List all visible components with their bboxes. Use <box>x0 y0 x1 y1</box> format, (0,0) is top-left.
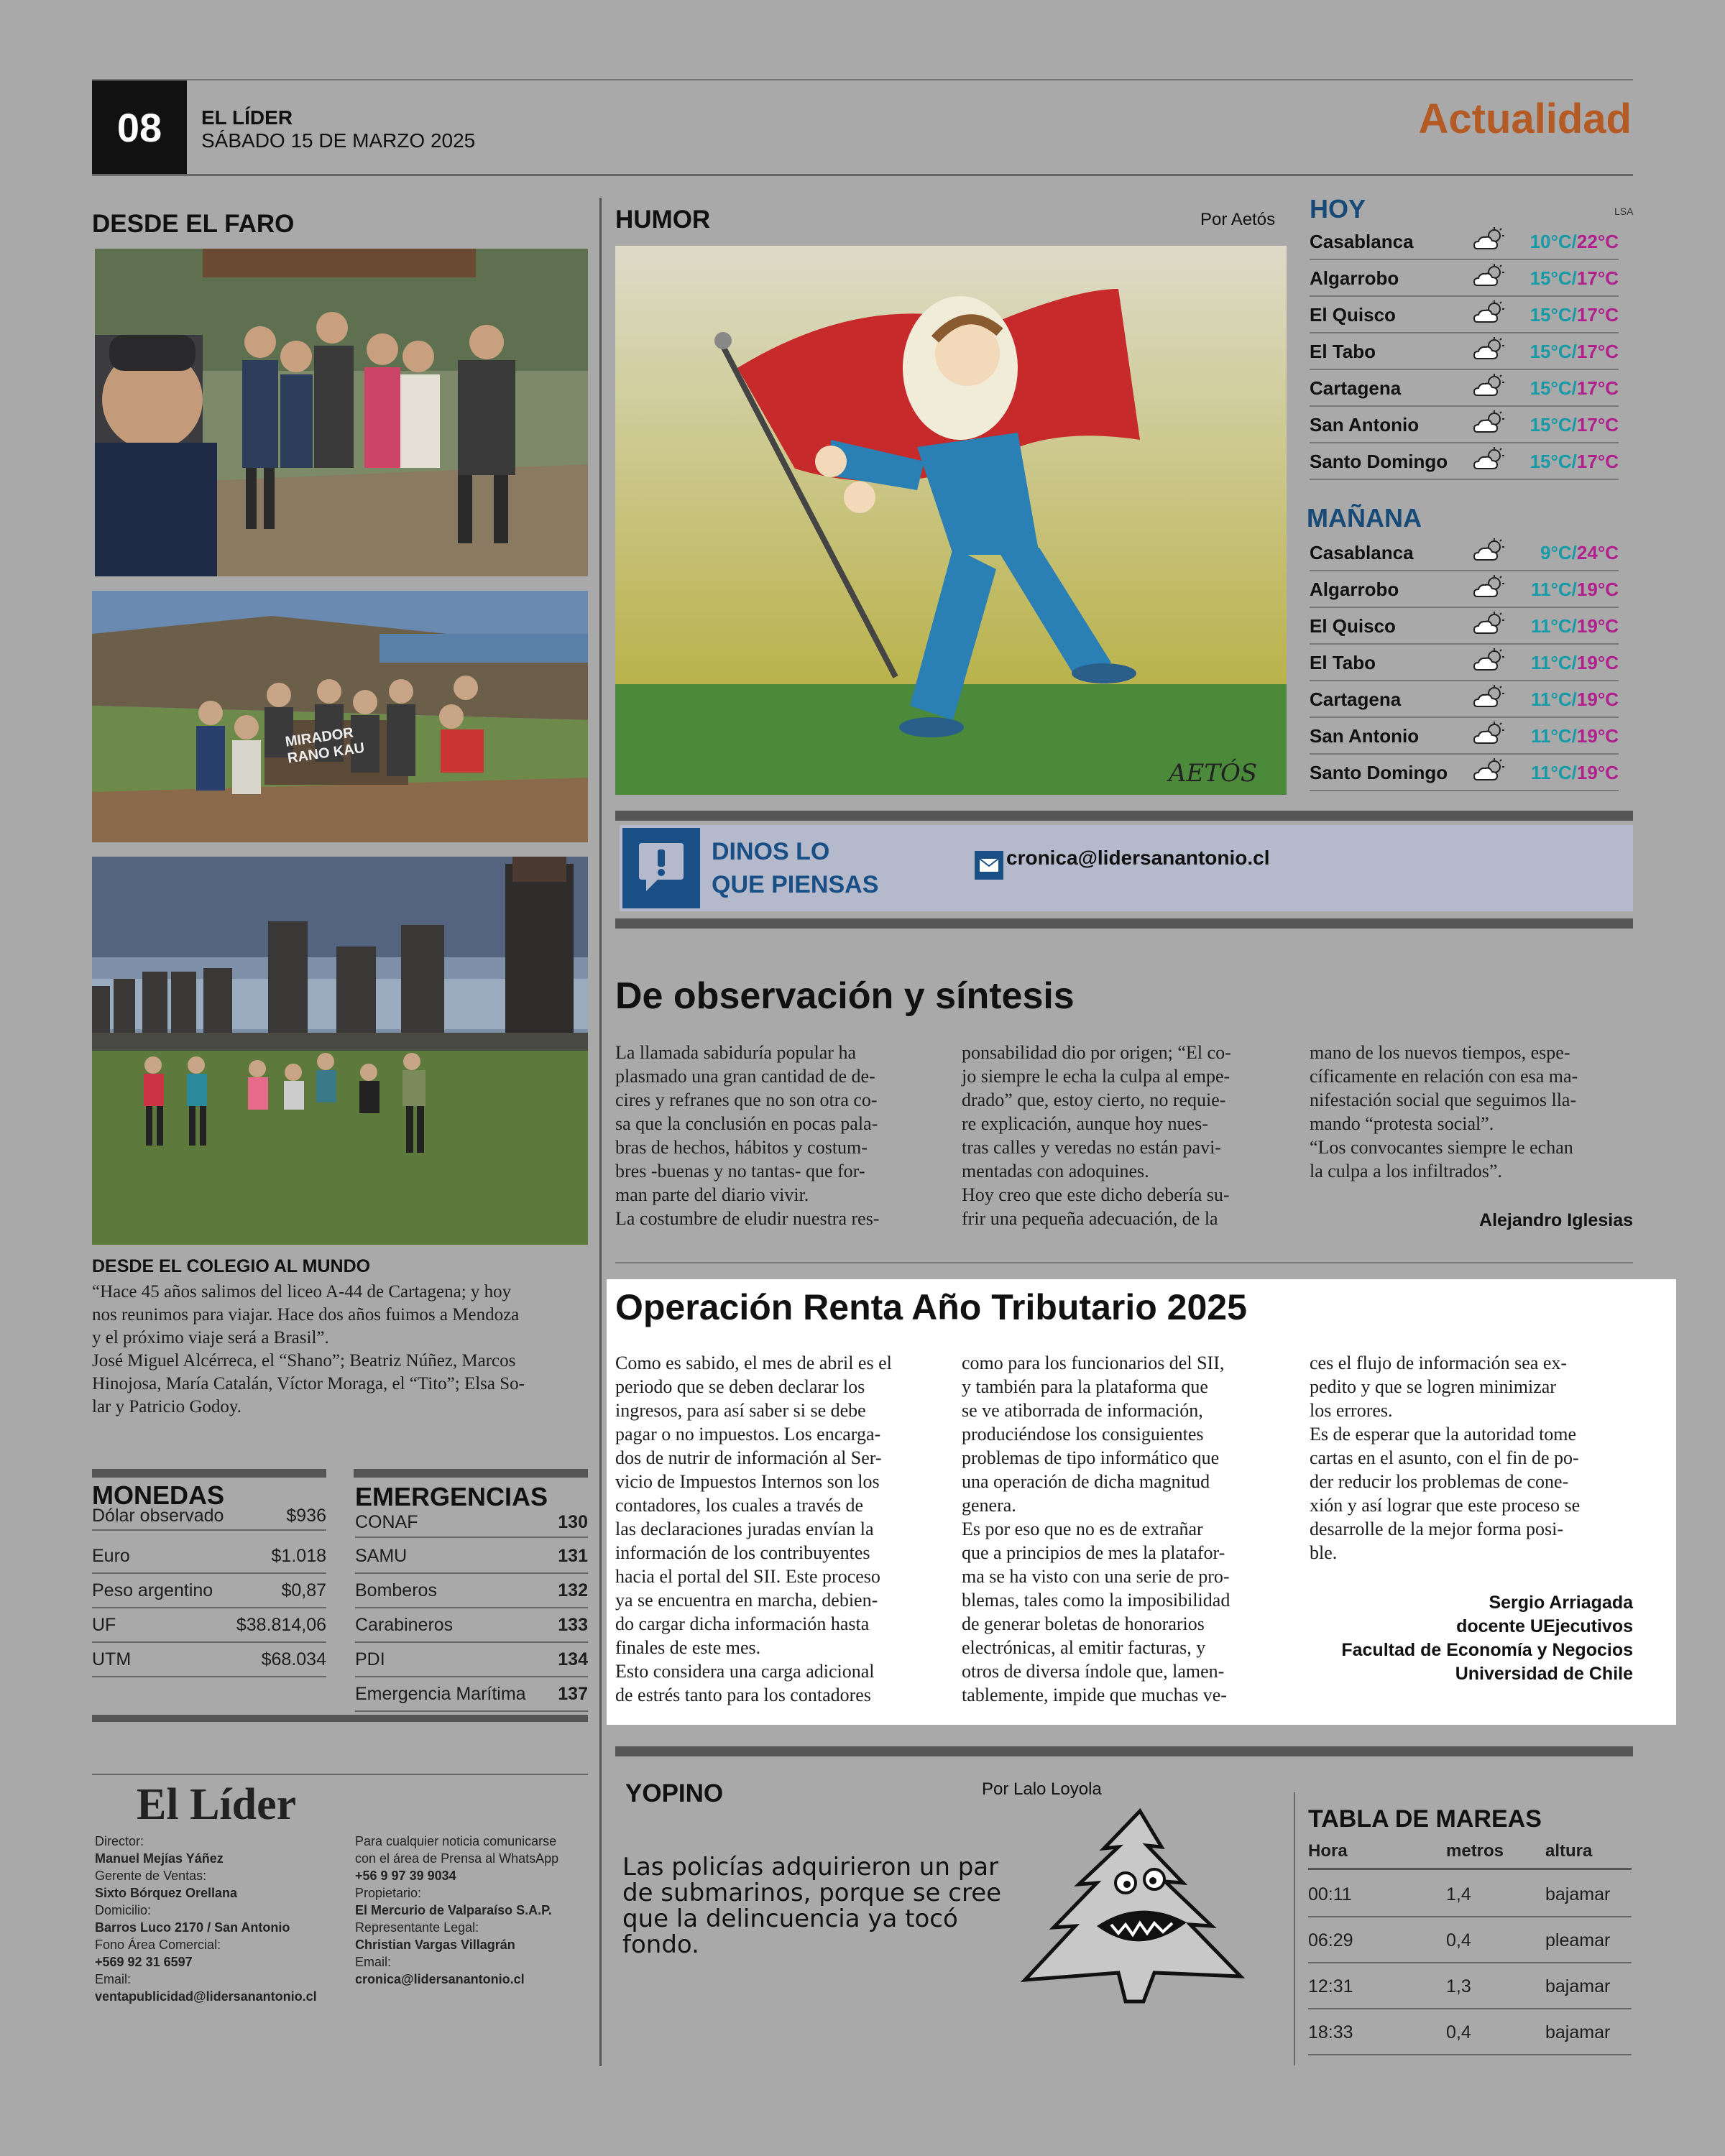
imprint-value: El Mercurio de Valparaíso S.A.P. <box>355 1903 552 1917</box>
moneda-row <box>92 1575 326 1608</box>
marea-row <box>1308 1871 1632 1917</box>
partly-cloudy-icon <box>1468 758 1511 788</box>
text-line: blemas, tales como la imposibilidad <box>962 1590 1230 1611</box>
weather-max: 17°C <box>1576 340 1619 362</box>
marea-metros: 0,4 <box>1446 2022 1471 2042</box>
signature-line: Facultad de Economía y Negocios <box>1341 1640 1633 1660</box>
moneda-row <box>92 1644 326 1677</box>
weather-source: LSA <box>1614 206 1634 217</box>
monedas-title: MONEDAS <box>92 1480 225 1510</box>
signature-line: docente UEjecutivos <box>1456 1616 1633 1636</box>
text-line: cires y refranes que no son otra co- <box>615 1089 878 1110</box>
partly-cloudy-icon <box>1468 410 1511 440</box>
text-line: hacia el portal del SII. Este proceso <box>615 1566 880 1587</box>
weather-max: 19°C <box>1576 688 1619 710</box>
text-line: pagar o no impuestos. Los encarga- <box>615 1424 881 1445</box>
publication-name: EL LÍDER <box>201 106 293 129</box>
article2-signature <box>1341 1591 1633 1686</box>
text-line: ya se encuentra en marcha, debien- <box>615 1590 878 1611</box>
text-line: información de los contribuyentes <box>615 1542 870 1563</box>
emergencias-title: EMERGENCIAS <box>355 1482 548 1511</box>
article2-col2 <box>962 1351 1292 1707</box>
imprint-label: Email: <box>355 1955 392 1969</box>
weather-temperature: 15°C/17°C <box>1530 267 1619 289</box>
marea-altura: bajamar <box>1545 2022 1611 2042</box>
moneda-value: $68.034 <box>261 1649 326 1669</box>
mareas-title: TABLA DE MAREAS <box>1308 1805 1542 1833</box>
text-line: jo siempre le echa la culpa al empe- <box>962 1066 1230 1087</box>
emergencia-number: 133 <box>558 1615 588 1635</box>
text-line: bras de hechos, hábitos y costum- <box>615 1137 868 1158</box>
weather-row <box>1310 407 1619 443</box>
imprint-value: Christian Vargas Villagrán <box>355 1938 515 1952</box>
imprint-value: +569 92 31 6597 <box>95 1955 193 1969</box>
weather-row <box>1310 609 1619 645</box>
emergencia-label: CONAF <box>355 1511 418 1532</box>
text-line: ponsabilidad dio por origen; “El co- <box>962 1042 1231 1063</box>
weather-city: San Antonio <box>1310 413 1420 436</box>
emergencia-row <box>355 1575 588 1608</box>
imprint-note: Para cualquier noticia comunicarse <box>355 1834 557 1848</box>
emergencia-number: 131 <box>558 1546 588 1566</box>
weather-min: 15°C <box>1530 413 1572 436</box>
weather-max: 22°C <box>1576 230 1619 252</box>
mareas-col-metros: metros <box>1446 1841 1504 1861</box>
yopino-line: Las policías adquirieron un par <box>622 1853 999 1881</box>
moneda-label: Euro <box>92 1546 130 1566</box>
text-line: man parte del diario vivir. <box>615 1184 809 1205</box>
dinos-line: QUE PIENSAS <box>712 871 879 898</box>
text-line: produciéndose los consiguientes <box>962 1424 1204 1445</box>
contact-email[interactable]: cronica@lidersanantonio.cl <box>1006 847 1270 869</box>
group-photo-rano-kau <box>92 591 588 842</box>
text-line: Esto considera una carga adicional <box>615 1661 875 1682</box>
caption-title: DESDE EL COLEGIO AL MUNDO <box>92 1256 371 1276</box>
emergencia-label: Bomberos <box>355 1580 437 1600</box>
text-line: de generar boletas de honorarios <box>962 1613 1205 1634</box>
humor-cartoon <box>615 246 1287 795</box>
text-line: vicio de Impuestos Internos son los <box>615 1471 880 1492</box>
imprint-label: Email: <box>95 1972 132 1986</box>
moneda-value: $0,87 <box>281 1580 326 1600</box>
marea-altura: bajamar <box>1545 1884 1611 1904</box>
weather-temperature: 11°C/19°C <box>1531 651 1619 673</box>
article2-col3 <box>1310 1351 1640 1565</box>
marea-altura: bajamar <box>1545 1976 1611 1996</box>
yopino-author: Por Lalo Loyola <box>982 1779 1102 1799</box>
mail-icon <box>975 851 1003 880</box>
text-line: ma se ha visto con una serie de pro- <box>962 1566 1230 1587</box>
partly-cloudy-icon <box>1468 648 1511 678</box>
weather-temperature: 11°C/19°C <box>1531 688 1619 710</box>
weather-min: 15°C <box>1530 303 1572 326</box>
moneda-row <box>92 1502 326 1531</box>
weather-max: 17°C <box>1576 303 1619 326</box>
text-line: cíficamente en relación con esa ma- <box>1310 1066 1578 1087</box>
weather-row <box>1310 755 1619 791</box>
marea-metros: 1,4 <box>1446 1884 1471 1904</box>
imprint-note: con el área de Prensa al WhatsApp <box>355 1851 559 1866</box>
article1-col3 <box>1310 1041 1633 1183</box>
marea-metros: 0,4 <box>1446 1930 1471 1950</box>
weather-max: 17°C <box>1576 450 1619 472</box>
weather-row <box>1310 645 1619 681</box>
text-line: ingresos, para así saber si se debe <box>615 1400 866 1421</box>
marea-hora: 00:11 <box>1308 1884 1352 1904</box>
imprint-right <box>355 1833 592 1988</box>
moneda-row <box>92 1540 326 1574</box>
yopino-line: de submarinos, porque se cree <box>622 1879 1002 1907</box>
partly-cloudy-icon <box>1468 264 1511 293</box>
edition-date: SÁBADO 15 DE MARZO 2025 <box>201 129 476 152</box>
partly-cloudy-icon <box>1468 575 1511 604</box>
weather-min: 11°C <box>1531 614 1572 637</box>
imprint-label: Representante Legal: <box>355 1920 479 1935</box>
partly-cloudy-icon <box>1468 685 1511 714</box>
weather-max: 19°C <box>1576 761 1619 783</box>
imprint-label: Director: <box>95 1834 144 1848</box>
yopino-text <box>622 1854 1001 1958</box>
caption-line: y el próximo viaje será a Brasil”. <box>92 1328 329 1348</box>
emergencia-label: SAMU <box>355 1546 408 1566</box>
weather-min: 11°C <box>1531 761 1572 783</box>
imprint-label: Fono Área Comercial: <box>95 1938 221 1952</box>
emergencia-label: Emergencia Marítima <box>355 1684 526 1704</box>
mirador-sign: MIRADOR RANO KAU <box>284 724 366 767</box>
moneda-label: Peso argentino <box>92 1580 213 1600</box>
marea-altura: pleamar <box>1545 1930 1611 1950</box>
moneda-row <box>92 1609 326 1643</box>
caption-line: Hinojosa, María Catalán, Víctor Moraga, el “Tito”; Elsa So- <box>92 1374 525 1393</box>
article-observacion-title: De observación y síntesis <box>615 975 1075 1017</box>
weather-row <box>1310 334 1619 370</box>
weather-min: 9°C <box>1540 541 1572 563</box>
text-line: las declaraciones juradas envían la <box>615 1519 874 1539</box>
text-line: periodo que se deben declarar los <box>615 1376 865 1397</box>
text-line: genera. <box>962 1495 1016 1516</box>
article1-author: Alejandro Iglesias <box>1479 1210 1633 1230</box>
text-line: que a principios de mes la platafor- <box>962 1542 1225 1563</box>
weather-city: Casablanca <box>1310 541 1414 563</box>
text-line: nifestación social que seguimos lla- <box>1310 1089 1577 1110</box>
weather-city: Santo Domingo <box>1310 450 1448 472</box>
weather-min: 11°C <box>1531 724 1572 747</box>
partly-cloudy-icon <box>1468 447 1511 476</box>
dinos-heading <box>712 835 878 901</box>
desde-el-faro-title: DESDE EL FARO <box>92 210 295 238</box>
marea-row <box>1308 1963 1632 2009</box>
el-lider-logo: El Líder <box>137 1780 297 1829</box>
imprint-value: cronica@lidersanantonio.cl <box>355 1972 525 1986</box>
weather-row <box>1310 224 1619 260</box>
group-photo-1 <box>95 249 588 576</box>
marea-hora: 06:29 <box>1308 1930 1353 1950</box>
weather-temperature: 9°C/24°C <box>1540 541 1619 563</box>
cartoonist-signature: AETÓS <box>1169 759 1258 788</box>
weather-row <box>1310 444 1619 480</box>
weather-temperature: 11°C/19°C <box>1531 614 1619 637</box>
weather-city: Algarrobo <box>1310 267 1399 289</box>
text-line: Es por eso que no es de extrañar <box>962 1519 1203 1539</box>
partly-cloudy-icon <box>1468 374 1511 403</box>
weather-row <box>1310 682 1619 718</box>
text-line: problemas de tipo informático que <box>962 1447 1220 1468</box>
partly-cloudy-icon <box>1468 337 1511 367</box>
weather-city: El Tabo <box>1310 651 1376 673</box>
text-line: ble. <box>1310 1542 1338 1563</box>
text-line: una operación de dicha magnitud <box>962 1471 1210 1492</box>
text-line: frir una pequeña adecuación, de la <box>962 1208 1218 1229</box>
partly-cloudy-icon <box>1468 300 1511 330</box>
weather-min: 10°C <box>1530 230 1572 252</box>
weather-row <box>1310 572 1619 608</box>
weather-city: Algarrobo <box>1310 578 1399 600</box>
weather-tomorrow-title: MAÑANA <box>1307 503 1422 533</box>
emergencia-label: Carabineros <box>355 1615 454 1635</box>
text-line: finales de este mes. <box>615 1637 761 1658</box>
text-line: Es de esperar que la autoridad tome <box>1310 1424 1577 1445</box>
moneda-label: UTM <box>92 1649 132 1669</box>
emergencia-number: 137 <box>558 1684 588 1704</box>
weather-row <box>1310 298 1619 333</box>
emergencia-row <box>355 1540 588 1574</box>
weather-city: El Tabo <box>1310 340 1376 362</box>
exclamation-icon <box>622 828 700 908</box>
section-title: Actualidad <box>1418 96 1632 142</box>
text-line: los errores. <box>1310 1400 1393 1421</box>
moneda-label: Dólar observado <box>92 1505 224 1526</box>
weather-row <box>1310 261 1619 297</box>
caption-line: “Hace 45 años salimos del liceo A-44 de Cartagena; y hoy <box>92 1282 512 1302</box>
text-line: otros de diversa índole que, lamen- <box>962 1661 1225 1682</box>
emergencia-row <box>355 1678 588 1712</box>
weather-max: 17°C <box>1576 267 1619 289</box>
weather-city: Santo Domingo <box>1310 761 1448 783</box>
caption-line: lar y Patricio Godoy. <box>92 1397 242 1416</box>
yopino-line: fondo. <box>622 1930 699 1959</box>
imprint-label: Gerente de Ventas: <box>95 1869 207 1883</box>
marea-hora: 18:33 <box>1308 2022 1353 2042</box>
article1-col2 <box>962 1041 1278 1230</box>
weather-row <box>1310 371 1619 407</box>
weather-min: 15°C <box>1530 377 1572 399</box>
text-line: der reducir los problemas de cone- <box>1310 1471 1569 1492</box>
moneda-value: $38.814,06 <box>236 1615 326 1635</box>
weather-max: 19°C <box>1576 651 1619 673</box>
weather-city: El Quisco <box>1310 303 1396 326</box>
text-line: contadores, los cuales a través de <box>615 1495 864 1516</box>
emergencia-row <box>355 1644 588 1677</box>
text-line: y también para la plataforma que <box>962 1376 1208 1397</box>
weather-temperature: 15°C/17°C <box>1530 340 1619 362</box>
weather-row <box>1310 535 1619 571</box>
weather-temperature: 11°C/19°C <box>1531 724 1619 747</box>
text-line: ces el flujo de información sea ex- <box>1310 1353 1568 1373</box>
text-line: Como es sabido, el mes de abril es el <box>615 1353 892 1373</box>
emergencia-label: PDI <box>355 1649 385 1669</box>
imprint-label: Propietario: <box>355 1886 422 1900</box>
moneda-value: $1.018 <box>271 1546 326 1566</box>
weather-min: 11°C <box>1531 688 1572 710</box>
emergencia-row <box>355 1609 588 1643</box>
weather-temperature: 15°C/17°C <box>1530 303 1619 326</box>
text-line: plasmado una gran cantidad de de- <box>615 1066 875 1087</box>
signature-line: Universidad de Chile <box>1455 1664 1633 1684</box>
text-line: bres -buenas y no tantas- que for- <box>615 1161 865 1181</box>
weather-max: 17°C <box>1576 413 1619 436</box>
caption-body <box>92 1281 588 1419</box>
text-line: se ve atiborrada de información, <box>962 1400 1203 1421</box>
text-line: Hoy creo que este dicho debería su- <box>962 1184 1230 1205</box>
weather-max: 17°C <box>1576 377 1619 399</box>
whatsapp-number: +56 9 97 39 9034 <box>355 1869 456 1883</box>
imprint-label: Domicilio: <box>95 1903 152 1917</box>
weather-temperature: 15°C/17°C <box>1530 413 1619 436</box>
yopino-line: que la delincuencia ya tocó <box>622 1904 958 1933</box>
text-line: mentadas con adoquines. <box>962 1161 1149 1181</box>
text-line: electrónicas, al emitir facturas, y <box>962 1637 1206 1658</box>
emergencia-number: 130 <box>558 1511 588 1532</box>
emergencia-row <box>355 1508 588 1538</box>
article2-col1 <box>615 1351 946 1707</box>
text-line: xión y así lograr que este proceso se <box>1310 1495 1581 1516</box>
dinos-line: DINOS LO <box>712 838 830 865</box>
text-line: La costumbre de eludir nuestra res- <box>615 1208 880 1229</box>
page-number: 08 <box>92 80 187 174</box>
humor-author: Por Aetós <box>1200 210 1276 229</box>
text-line: drado” que, estoy cierto, no requie- <box>962 1089 1226 1110</box>
weather-city: Cartagena <box>1310 688 1402 710</box>
weather-max: 19°C <box>1576 614 1619 637</box>
tree-cartoon-icon <box>1011 1804 1255 2005</box>
weather-min: 15°C <box>1530 340 1572 362</box>
weather-today-title: HOY <box>1310 194 1366 224</box>
caption-line: José Miguel Alcérreca, el “Shano”; Beatriz Núñez, Marcos <box>92 1351 516 1370</box>
text-line: mando “protesta social”. <box>1310 1113 1494 1134</box>
weather-min: 11°C <box>1531 651 1572 673</box>
weather-temperature: 10°C/22°C <box>1530 230 1619 252</box>
text-line: tablemente, impide que muchas ve- <box>962 1685 1227 1705</box>
weather-city: Casablanca <box>1310 230 1414 252</box>
weather-max: 19°C <box>1576 724 1619 747</box>
marea-row <box>1308 2009 1632 2055</box>
imprint-value: Barros Luco 2170 / San Antonio <box>95 1920 290 1935</box>
text-line: La llamada sabiduría popular ha <box>615 1042 856 1063</box>
moneda-label: UF <box>92 1615 116 1635</box>
weather-city: San Antonio <box>1310 724 1420 747</box>
marea-row <box>1308 1917 1632 1963</box>
weather-temperature: 15°C/17°C <box>1530 450 1619 472</box>
yopino-title: YOPINO <box>625 1779 724 1807</box>
weather-city: Cartagena <box>1310 377 1402 399</box>
text-line: tras calles y veredas no están pavi- <box>962 1137 1221 1158</box>
mareas-col-altura: altura <box>1545 1841 1593 1861</box>
weather-row <box>1310 719 1619 755</box>
text-line: re explicación, aunque hoy nues- <box>962 1113 1208 1134</box>
signature-line: Sergio Arriagada <box>1489 1593 1633 1613</box>
partly-cloudy-icon <box>1468 227 1511 257</box>
imprint-value: Sixto Bórquez Orellana <box>95 1886 238 1900</box>
weather-temperature: 15°C/17°C <box>1530 377 1619 399</box>
marea-hora: 12:31 <box>1308 1976 1353 1996</box>
weather-temperature: 11°C/19°C <box>1531 578 1619 600</box>
partly-cloudy-icon <box>1468 538 1511 568</box>
mareas-header <box>1308 1841 1632 1870</box>
text-line: “Los convocantes siempre le echan <box>1310 1137 1573 1158</box>
text-line: dos de nutrir de información al Ser- <box>615 1447 882 1468</box>
imprint-value: ventapublicidad@lidersanantonio.cl <box>95 1989 317 2004</box>
humor-title: HUMOR <box>615 206 711 234</box>
moneda-value: $936 <box>286 1505 326 1526</box>
weather-min: 11°C <box>1531 578 1572 600</box>
mareas-col-hora: Hora <box>1308 1841 1348 1861</box>
text-line: do cargar dicha información hasta <box>615 1613 870 1634</box>
emergencia-number: 134 <box>558 1649 588 1669</box>
text-line: desarrolle de la mejor forma posi- <box>1310 1519 1564 1539</box>
text-line: sa que la conclusión en pocas pala- <box>615 1113 878 1134</box>
text-line: mano de los nuevos tiempos, espe- <box>1310 1042 1570 1063</box>
weather-temperature: 11°C/19°C <box>1531 761 1619 783</box>
marea-metros: 1,3 <box>1446 1976 1471 1996</box>
group-photo-moai <box>92 857 588 1245</box>
text-line: de estrés tanto para los contadores <box>615 1685 871 1705</box>
imprint-value: Manuel Mejías Yáñez <box>95 1851 224 1866</box>
imprint-left <box>95 1833 339 2005</box>
article1-col1 <box>615 1041 932 1230</box>
text-line: la culpa a los infiltrados”. <box>1310 1161 1502 1181</box>
partly-cloudy-icon <box>1468 612 1511 641</box>
weather-min: 15°C <box>1530 450 1572 472</box>
article-renta-title: Operación Renta Año Tributario 2025 <box>615 1287 1247 1327</box>
partly-cloudy-icon <box>1468 722 1511 751</box>
text-line: cartas en el asunto, con el fin de po- <box>1310 1447 1579 1468</box>
weather-max: 19°C <box>1576 578 1619 600</box>
text-line: como para los funcionarios del SII, <box>962 1353 1225 1373</box>
weather-max: 24°C <box>1576 541 1619 563</box>
emergencia-number: 132 <box>558 1580 588 1600</box>
text-line: pedito y que se logren minimizar <box>1310 1376 1556 1397</box>
weather-min: 15°C <box>1530 267 1572 289</box>
caption-line: nos reunimos para viajar. Hace dos años fuimos a Mendoza <box>92 1305 520 1325</box>
weather-city: El Quisco <box>1310 614 1396 637</box>
